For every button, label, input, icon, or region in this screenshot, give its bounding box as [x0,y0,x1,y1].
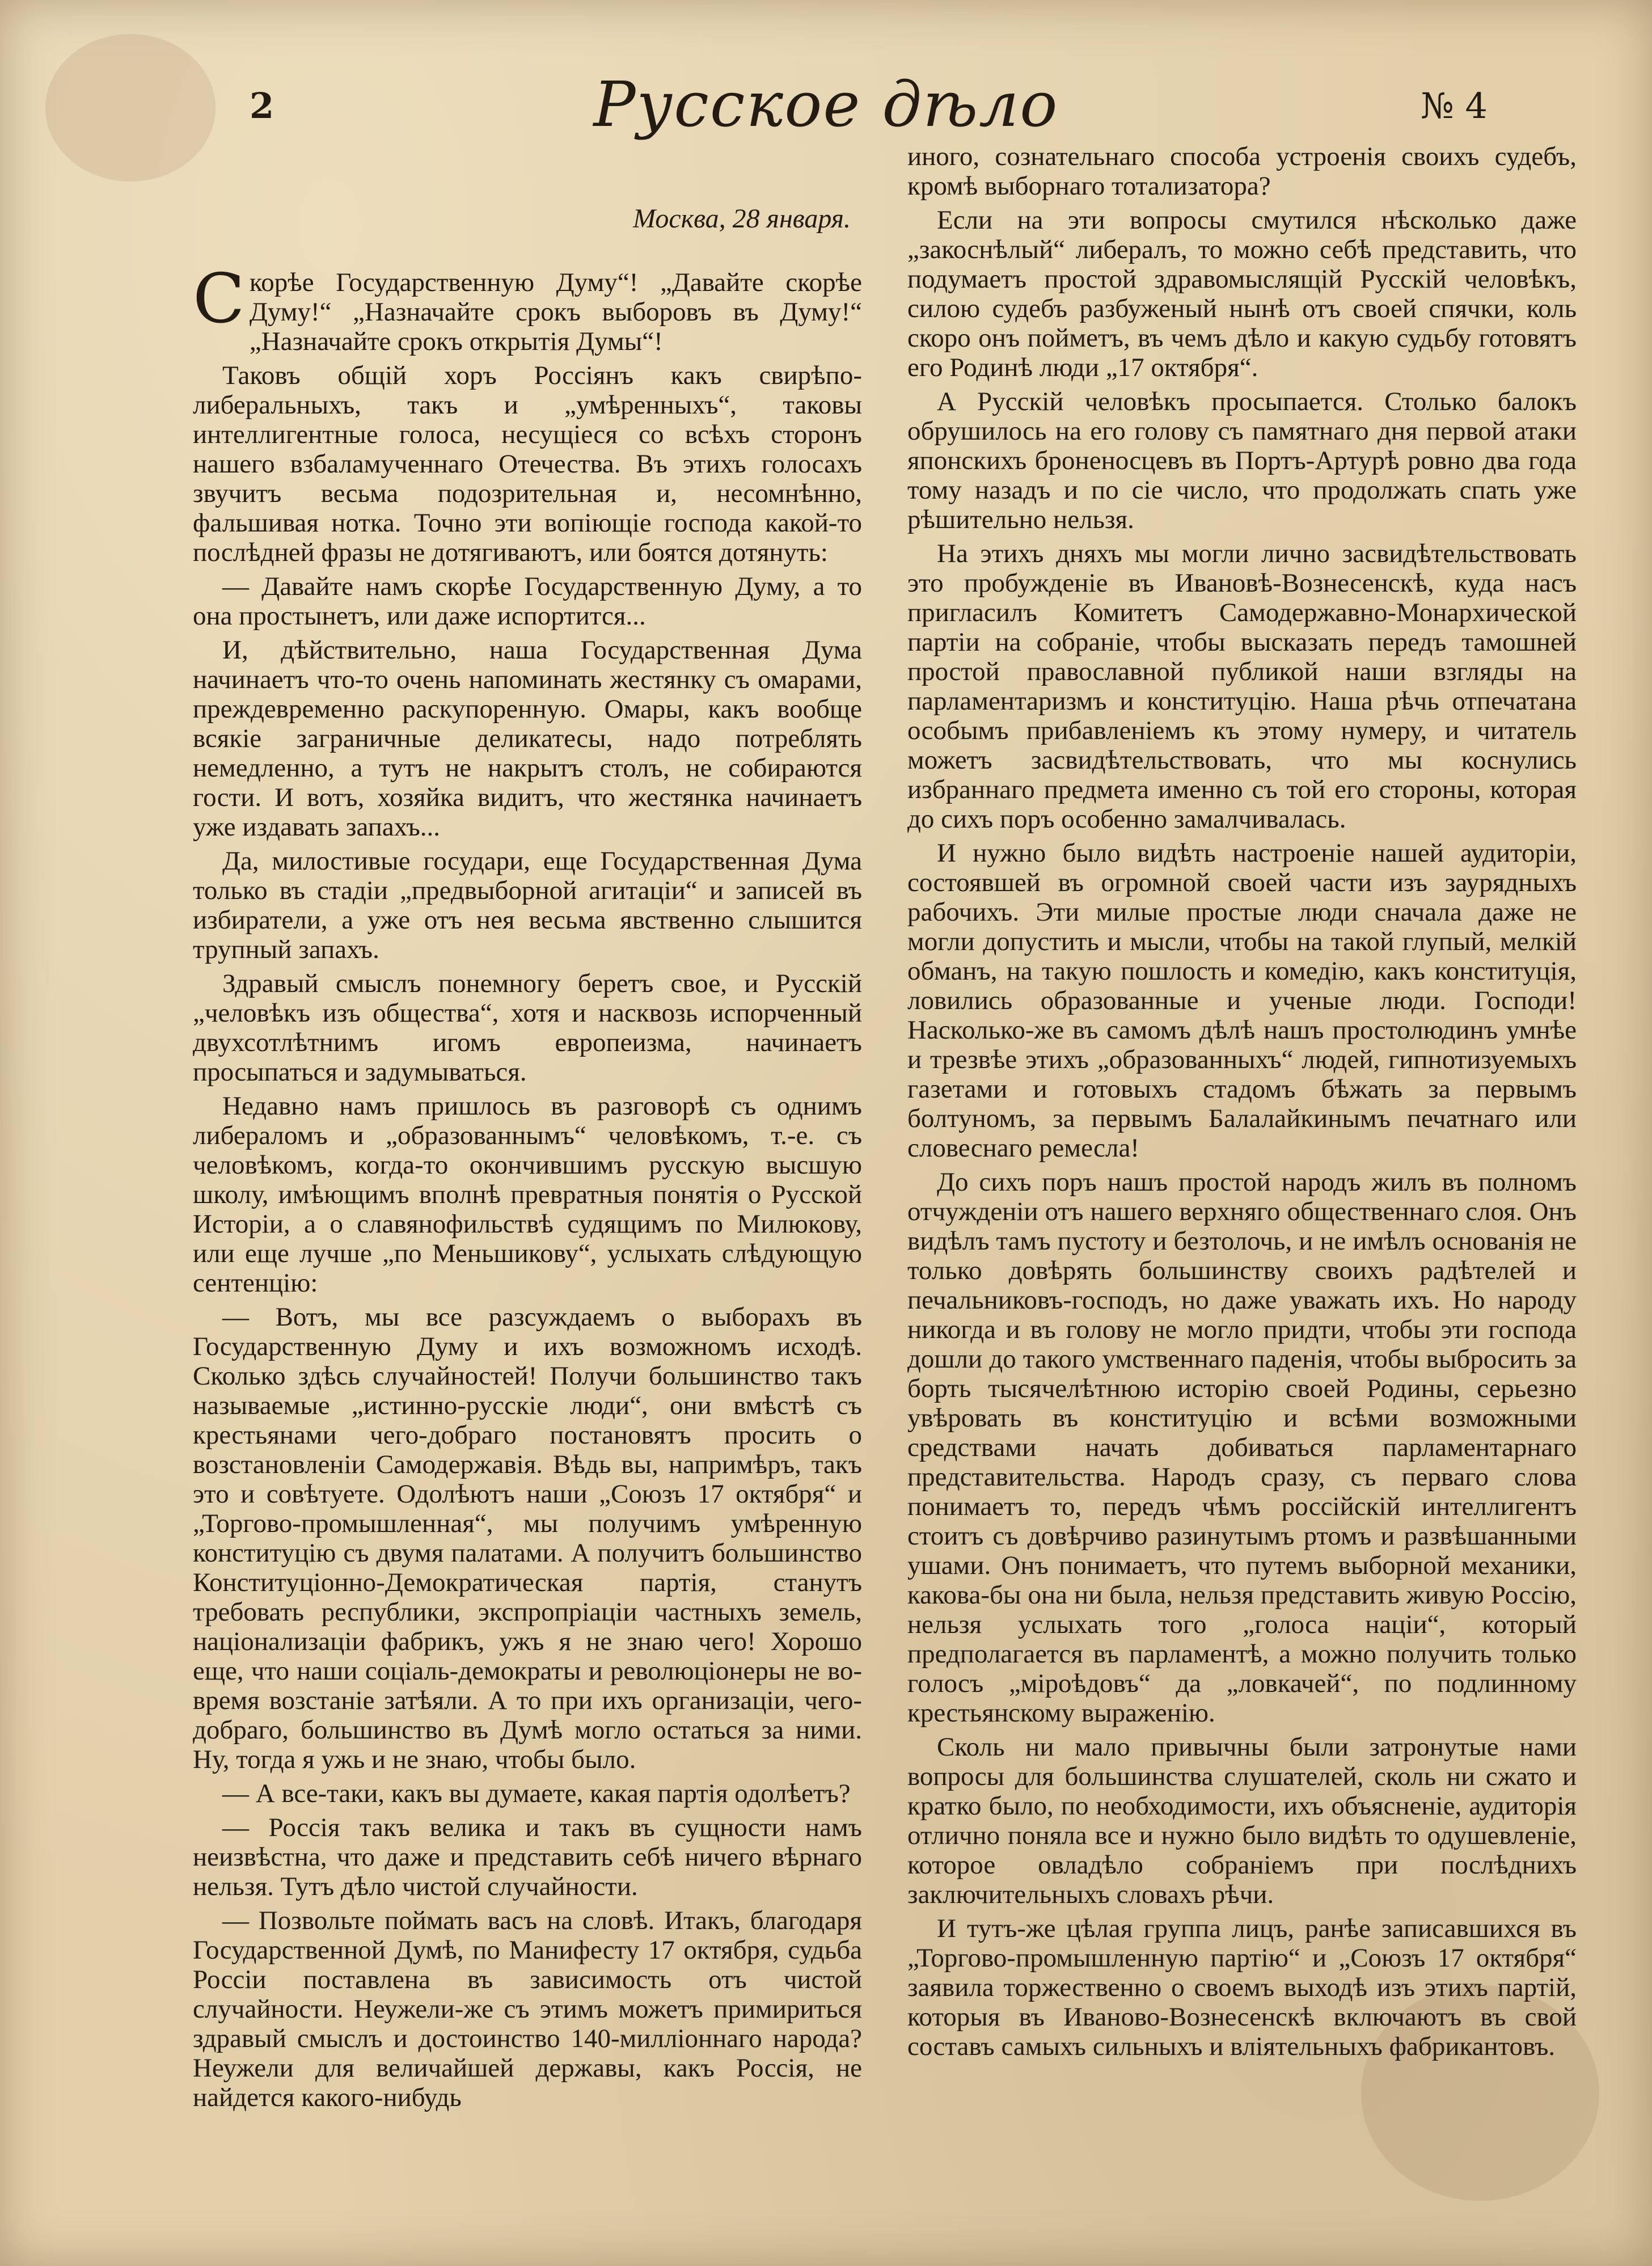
paragraph: — Давайте намъ скорѣе Государственную Думу, а то она простынетъ, или даже испортится... [193,572,862,631]
paragraph: До сихъ поръ нашъ простой народъ жилъ въ полномъ отчужденіи отъ нашего верхняго общественнаго слоя. Онъ видѣлъ тамъ пустоту и безтолочь, и не имѣлъ основанія не только довѣрять большинству своихъ радѣтелей и печальниковъ-господъ, но даже уважать ихъ. Но народу никогда и въ голову не могло придти, чтобы эти господа дошли до такого умственнаго паденія, чтобы выбросить за борть тысячелѣтнюю исторію своей Родины, серьезно увѣровать въ конституцію и всѣми возможными средствами начать добиваться парламентарнаго представительства. Народъ сразу, съ перваго слова понимаетъ то, передъ чѣмъ россійскій интеллигентъ стоитъ съ довѣрчиво разинутымъ ртомъ и развѣшанными ушами. Онъ понимаетъ, что путемъ выборной механики, какова-бы она ни была, нельзя представить живую Россію, нельзя услыхать того „голоса націи“, который предполагается въ парламентѣ, а можно получить только голосъ „міроѣдовъ“ да „ловкачей“, по подлинному крестьянскому выраженію. [907,1167,1577,1728]
paragraph: И, дѣйствительно, наша Государственная Дума начинаетъ что-то очень напоминать жестянку съ омарами, преждевременно раскупоренную. Омары, какъ вообще всякіе заграничные деликатесы, надо потреблять немедленно, а тутъ не накрытъ столъ, не собираются гости. И вотъ, хозяйка видитъ, что жестянка начинаетъ уже издавать запахъ... [193,635,862,842]
paragraph: иного, сознательнаго способа устроенія своихъ судебъ, кромѣ выборнаго тотализатора? [907,142,1577,201]
paragraph: Скорѣе Государственную Думу“! „Давайте скорѣе Думу!“ „Назначайте срокъ выборовъ въ Думу!“ „Назначайте срокъ открытія Думы“! [193,260,862,356]
newspaper-title: Русское дѣло [593,68,1059,141]
paragraph: Здравый смыслъ понемногу беретъ свое, и Русскій „человѣкъ изъ общества“, хотя и насквозь испорченный двухсотлѣтнимъ игомъ европеизма, начинаетъ просыпаться и задумываться. [193,969,862,1087]
dateline: Москва, 28 января. [633,204,851,234]
paragraph: — Россія такъ велика и такъ въ сущности намъ неизвѣстна, что даже и представить себѣ ничего вѣрнаго нельзя. Тутъ дѣло чистой случайности. [193,1813,862,1901]
paragraph: А Русскій человѣкъ просыпается. Столько балокъ обрушилось на его голову съ памятнаго дня первой атаки японскихъ броненосцевъ въ Портъ-Артурѣ ровно два года тому назадъ и по сіе число, что продолжать спать уже рѣшительно нельзя. [907,387,1577,534]
paragraph: И нужно было видѣть настроеніе нашей аудиторіи, состоявшей въ огромной своей части изъ заурядныхъ рабочихъ. Эти милые простые люди сначала даже не могли допустить и мысли, чтобы на такой глупый, мелкій обманъ, на такую пошлость и комедію, какъ конституція, ловились образованные и ученые люди. Господи! Насколько-же въ самомъ дѣлѣ нашъ простолюдинъ умнѣе и трезвѣе этихъ „образованныхъ“ людей, гипнотизуемыхъ газетами и готовыхъ стадомъ бѣжать за первымъ болтуномъ, за первымъ Балалайкинымъ печатнаго или словеснаго ремесла! [907,838,1577,1163]
paragraph: Недавно намъ пришлось въ разговорѣ съ однимъ либераломъ и „образованнымъ“ человѣкомъ, т.-е. съ человѣкомъ, когда-то окончившимъ русскую высшую школу, имѣющимъ вполнѣ превратныя понятія о Русской Исторіи, а о славянофильствѣ судящимъ по Милюкову, или еще лучше „по Меньшикову“, услыхать слѣдующую сентенцію: [193,1091,862,1298]
issue-number: № 4 [1421,85,1488,126]
article-right-column [907,142,1577,2066]
paragraph: Таковъ общій хоръ Россіянъ какъ свирѣпо-либеральныхъ, такъ и „умѣренныхъ“, таковы интеллигентные голоса, несущіеся со всѣхъ сторонъ нашего взбаламученнаго Отечества. Въ этихъ голосахъ звучитъ весьма подозрительная и, несомнѣнно, фальшивая нотка. Точно эти вопіющіе господа какой-то послѣдней фразы не дотягиваютъ, или боятся дотянуть: [193,361,862,567]
paragraph: Сколь ни мало привычны были затронутые нами вопросы для большинства слушателей, сколь ни сжато и кратко было, по необходимости, ихъ объясненіе, аудиторія отлично поняла все и нужно было видѣть то одушевленіе, которое овладѣло собраніемъ при послѣднихъ заключительныхъ словахъ рѣчи. [907,1732,1577,1909]
paragraph: Да, милостивые государи, еще Государственная Дума только въ стадіи „предвыборной агитаціи“ и записей въ избиратели, а уже отъ нея весьма явственно слышится трупный запахъ. [193,846,862,964]
paragraph: — Позвольте поймать васъ на словѣ. Итакъ, благодаря Государственной Думѣ, по Манифесту 17 октября, судьба Россіи поставлена въ зависимость отъ чистой случайности. Неужели-же съ этимъ можетъ примириться здравый смыслъ и достоинство 140-милліоннаго народа? Неужели для величайшей державы, какъ Россія, не найдется какого-нибудь [193,1906,862,2112]
page-number: 2 [250,85,274,126]
paragraph: — А все-таки, какъ вы думаете, какая партія одолѣетъ? [222,1779,851,1808]
paragraph: Если на эти вопросы смутился нѣсколько даже „закоснѣлый“ либералъ, то можно себѣ представить, что подумаетъ простой здравомыслящій Русскій человѣкъ, силою судебъ разбуженый нынѣ отъ своей спячки, коль скоро онъ пойметъ, въ чемъ дѣло и какую судьбу готовятъ его Родинѣ люди „17 октября“. [907,205,1577,382]
paragraph: — Вотъ, мы все разсуждаемъ о выборахъ въ Государственную Думу и ихъ возможномъ исходѣ. Сколько здѣсь случайностей! Получи большинство такъ называемые „истинно-русскіе люди“, они вмѣстѣ съ крестьянами чего-добраго постановятъ просить о возстановленіи Самодержавія. Вѣдь вы, напримѣръ, такъ это и совѣтуете. Одолѣютъ наши „Союзъ 17 октября“ и „Торгово-промышленная“, мы получимъ умѣренную конституцію съ двумя палатами. А получитъ большинство Конституціонно-Демократическая партія, станутъ требовать республики, экспропріаціи частныхъ земель, націонализаціи фабрикъ, ужъ я не знаю чего! Хорошо еще, что наши соціаль-демократы и революціонеры не во-время возстаніе затѣяли. А то при ихъ организаціи, чего-добраго, большинство въ Думѣ могло остаться за ними. Ну, тогда я ужь и не знаю, чтобы было. [193,1302,862,1774]
paragraph: На этихъ дняхъ мы могли лично засвидѣтельствовать это пробужденіе въ Ивановѣ-Вознесенскѣ, куда насъ пригласилъ Комитетъ Самодержавно-Монархической партіи на собраніе, чтобы высказать передъ тамошней простой православной публикой наши взгляды на парламентаризмъ и конституцію. Наша рѣчь отпечатана особымъ прибавленіемъ къ этому нумеру, и читатель можетъ засвидѣтельствовать, что мы коснулись избраннаго предмета именно съ той его стороны, которая до сихъ поръ особенно замалчивалась. [907,539,1577,834]
paragraph: И тутъ-же цѣлая группа лицъ, ранѣе записавшихся въ „Торгово-промышленную партію“ и „Союзъ 17 октября“ заявила торжественно о своемъ выходѣ изъ этихъ партій, которыя въ Иваново-Вознесенскѣ включаютъ въ свой составъ самыхъ сильныхъ и вліятельныхъ фабрикантовъ. [907,1914,1577,2061]
lead-paragraph-wrap [193,260,862,356]
article-left-column [193,204,862,2117]
